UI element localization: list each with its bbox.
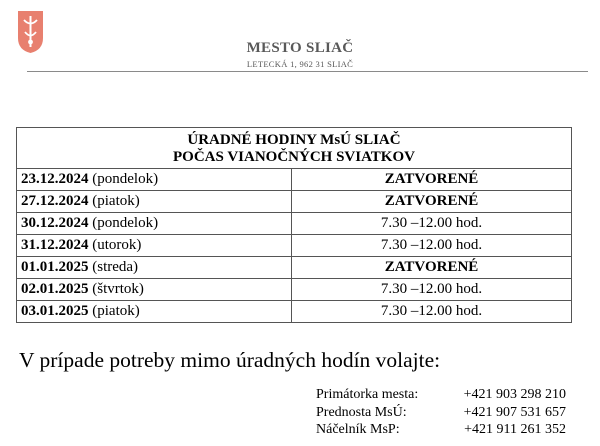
weekday-text: (pondelok) [88, 215, 159, 231]
contact-row [316, 404, 566, 422]
table-title-line-1: ÚRADNÉ HODINY MsÚ SLIAČ [187, 132, 401, 148]
table-row [17, 235, 572, 257]
status-hours: 7.30 –12.00 hod. [292, 301, 572, 323]
city-coat-of-arms-logo [17, 10, 44, 54]
office-hours-table [16, 127, 572, 323]
table-row [17, 301, 572, 323]
table-title-line-2: POČAS VIANOČNÝCH SVIATKOV [173, 149, 415, 165]
after-hours-note: V prípade potreby mimo úradných hodín volajte: [19, 348, 441, 372]
date-cell [17, 191, 292, 213]
contact-role: Prednosta MsÚ: [316, 404, 407, 420]
status-hours: 7.30 –12.00 hod. [292, 213, 572, 235]
date-text: 01.01.2025 [21, 259, 89, 275]
org-name: MESTO SLIAČ [246, 40, 354, 56]
table-row [17, 279, 572, 301]
status-hours: 7.30 –12.00 hod. [292, 279, 572, 301]
contact-role: Primátorka mesta: [316, 387, 419, 402]
weekday-text: (piatok) [88, 303, 140, 319]
date-text: 31.12.2024 [21, 237, 89, 253]
contact-row [316, 386, 566, 404]
status-hours: 7.30 –12.00 hod. [292, 235, 572, 257]
header-divider [27, 71, 588, 72]
date-cell [17, 257, 292, 279]
contact-phone: +421 911 261 352 [464, 422, 566, 437]
table-row [17, 213, 572, 235]
weekday-text: (streda) [88, 259, 139, 275]
table-header-row [17, 128, 572, 169]
status-closed: ZATVORENÉ [292, 169, 572, 191]
contact-phone: +421 907 531 657 [463, 404, 566, 420]
status-closed: ZATVORENÉ [292, 191, 572, 213]
weekday-text: (piatok) [88, 193, 140, 209]
date-cell [17, 235, 292, 257]
date-cell [17, 169, 292, 191]
table-row [17, 257, 572, 279]
contact-row [316, 421, 566, 439]
table-title [17, 128, 572, 169]
weekday-text: (štvrtok) [88, 281, 144, 297]
org-address: LETECKÁ 1, 962 31 SLIAČ [246, 59, 354, 69]
date-text: 23.12.2024 [21, 171, 89, 187]
contacts-list [316, 386, 566, 439]
date-text: 27.12.2024 [21, 193, 89, 209]
status-closed: ZATVORENÉ [292, 257, 572, 279]
weekday-text: (utorok) [88, 237, 142, 253]
weekday-text: (pondelok) [88, 171, 159, 187]
date-text: 03.01.2025 [21, 303, 89, 319]
table-row [17, 169, 572, 191]
date-cell [17, 301, 292, 323]
table-row [17, 191, 572, 213]
date-text: 30.12.2024 [21, 215, 89, 231]
date-cell [17, 279, 292, 301]
contact-role: Náčelník MsP: [316, 422, 400, 437]
contact-phone: +421 903 298 210 [463, 387, 566, 402]
date-text: 02.01.2025 [21, 281, 89, 297]
date-cell [17, 213, 292, 235]
